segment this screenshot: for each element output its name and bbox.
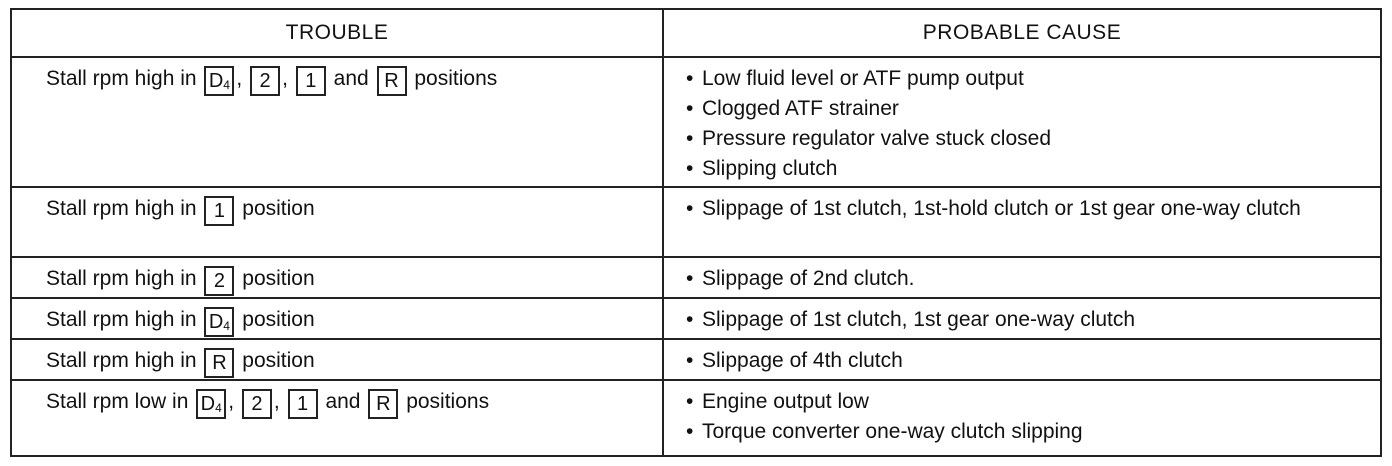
bullet-icon: •	[686, 308, 694, 331]
r-key-icon: R	[204, 348, 234, 378]
bullet-icon: •	[686, 420, 694, 443]
cause-cell	[663, 380, 1381, 456]
list-item: • Slippage of 1st clutch, 1st gear one-way clutch	[686, 305, 1370, 335]
cause-cell	[663, 298, 1381, 339]
one-key-icon: 1	[288, 389, 318, 419]
r-key-icon: R	[368, 389, 398, 419]
trouble-cell: Stall rpm high in 2 position	[11, 257, 663, 298]
list-item: • Low fluid level or ATF pump output	[686, 64, 1370, 94]
cause-cell	[663, 257, 1381, 298]
bullet-icon: •	[686, 267, 694, 290]
trouble-cell: Stall rpm high in R position	[11, 339, 663, 380]
table-row	[11, 187, 1381, 257]
trouble-cell: Stall rpm high in 1 position	[11, 187, 663, 257]
header-trouble: TROUBLE	[11, 9, 663, 57]
header-row	[11, 9, 1381, 57]
troubleshooting-table	[10, 8, 1382, 457]
list-item: • Clogged ATF strainer	[686, 94, 1370, 124]
list-item: • Pressure regulator valve stuck closed	[686, 124, 1370, 154]
bullet-icon: •	[686, 349, 694, 372]
header-probable-cause: PROBABLE CAUSE	[663, 9, 1381, 57]
list-item: • Torque converter one-way clutch slipping	[686, 417, 1370, 447]
bullet-icon: •	[686, 67, 694, 90]
d4-key-icon: $D_4$	[204, 66, 234, 96]
r-key-icon: R	[377, 66, 407, 96]
two-key-icon: 2	[204, 266, 234, 296]
table-row	[11, 339, 1381, 380]
bullet-icon: •	[686, 127, 694, 150]
list-item: • Slippage of 1st clutch, 1st-hold clutch or 1st gear one-way clutch	[686, 194, 1326, 224]
cause-cell	[663, 187, 1381, 257]
bullet-icon: •	[686, 197, 694, 220]
d4-key-icon: $D_4$	[196, 389, 226, 419]
list-item: • Slippage of 2nd clutch.	[686, 264, 1370, 294]
list-item: • Slipping clutch	[686, 154, 1370, 184]
trouble-cell: Stall rpm high in $D_4$ , 2 , 1 and R positions	[11, 57, 663, 187]
one-key-icon: 1	[204, 196, 234, 226]
table-row	[11, 257, 1381, 298]
d4-key-icon: $D_4$	[204, 307, 234, 337]
trouble-text: Stall rpm high in	[46, 67, 197, 90]
cause-cell	[663, 339, 1381, 380]
trouble-cell: Stall rpm low in $D_4$ , 2 , 1 and R positions	[11, 380, 663, 456]
bullet-icon: •	[686, 390, 694, 413]
list-item: • Slippage of 4th clutch	[686, 346, 1370, 376]
list-item: • Engine output low	[686, 387, 1370, 417]
bullet-icon: •	[686, 97, 694, 120]
table-row	[11, 57, 1381, 187]
table-row	[11, 298, 1381, 339]
cause-cell	[663, 57, 1381, 187]
bullet-icon: •	[686, 157, 694, 180]
trouble-cell: Stall rpm high in $D_4$ position	[11, 298, 663, 339]
table-row	[11, 380, 1381, 456]
two-key-icon: 2	[242, 389, 272, 419]
two-key-icon: 2	[250, 66, 280, 96]
one-key-icon: 1	[296, 66, 326, 96]
